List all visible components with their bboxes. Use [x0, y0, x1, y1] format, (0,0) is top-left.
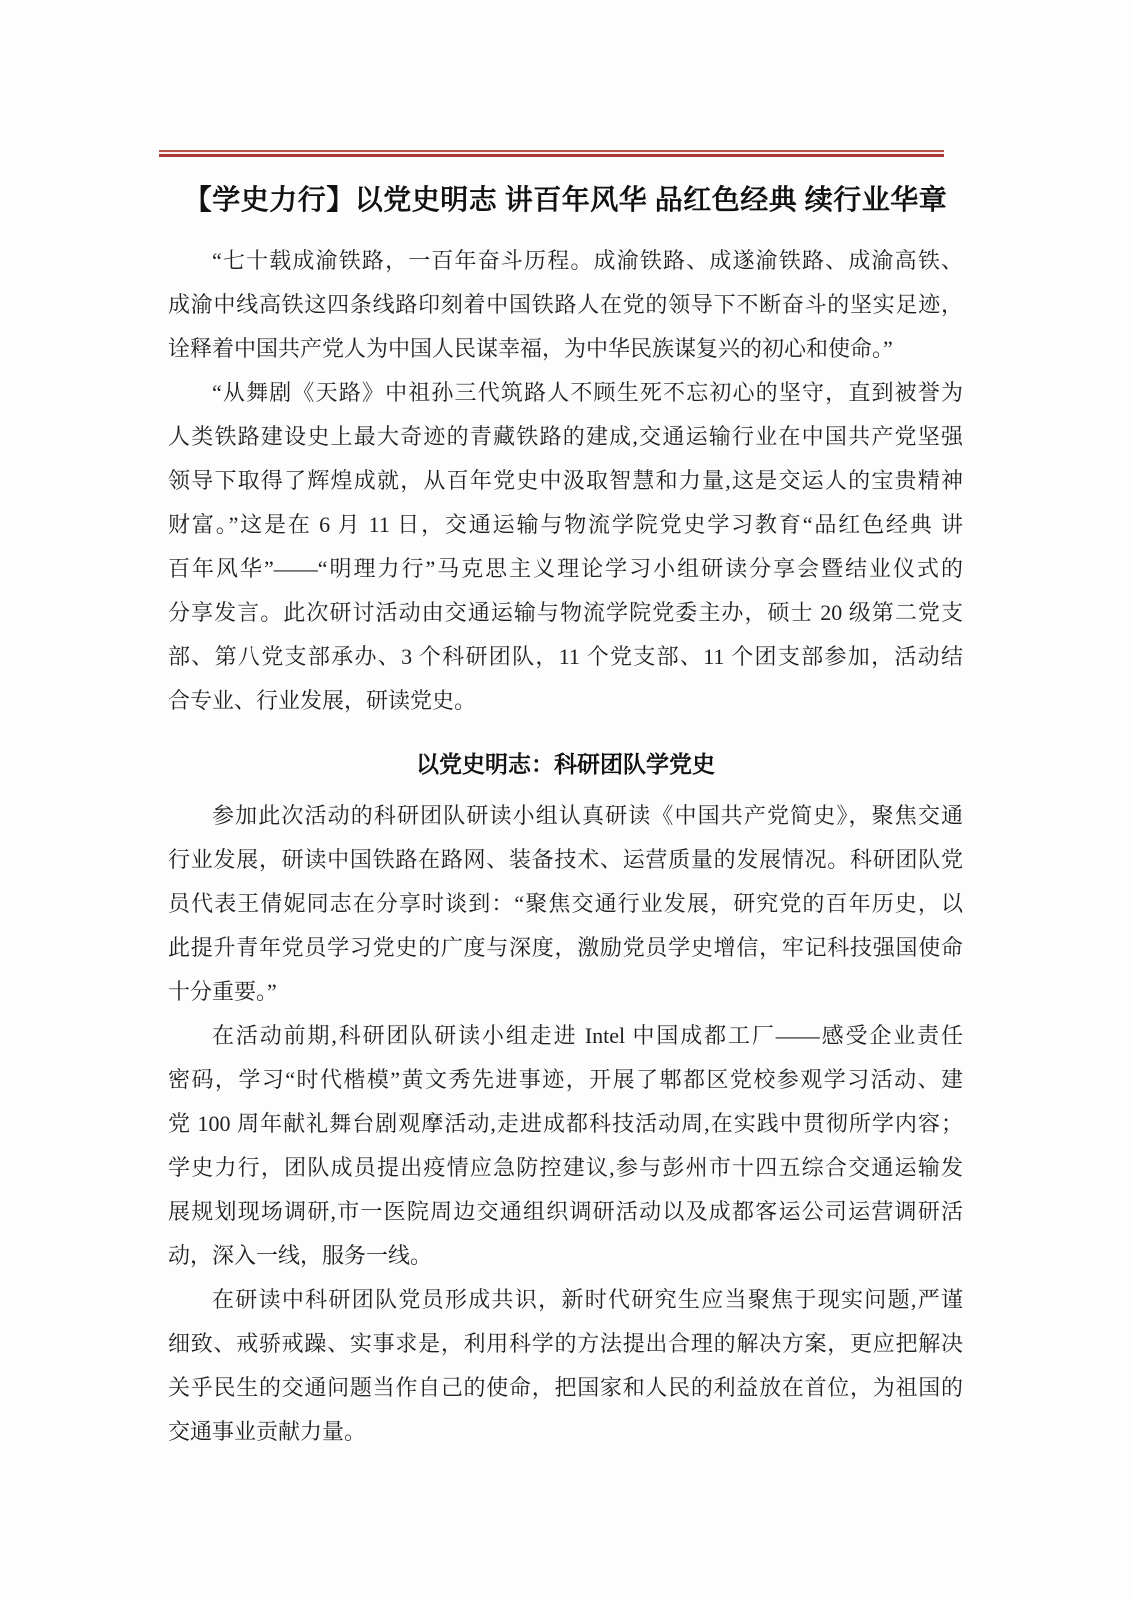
- text-line: 合专业、行业发展，研读党史。: [168, 688, 477, 713]
- text-line: 财富。”这是在 6 月 11 日，交通运输与物流学院党史学习教育“品红色经典 讲: [168, 512, 963, 537]
- paragraph: [168, 1014, 963, 1278]
- text-line: 在研读中科研团队党员形成共识，新时代研究生应当聚焦于现实问题,严谨: [212, 1287, 963, 1312]
- text-line: 诠释着中国共产党人为中国人民谋幸福，为中华民族谋复兴的初心和使命。”: [168, 336, 893, 361]
- text-line: 细致、戒骄戒躁、实事求是，利用科学的方法提出合理的解决方案，更应把解决: [168, 1331, 963, 1356]
- text-line: 行业发展，研读中国铁路在路网、装备技术、运营质量的发展情况。科研团队党: [168, 847, 963, 872]
- text-line: “从舞剧《天路》中祖孙三代筑路人不顾生死不忘初心的坚守，直到被誉为: [212, 380, 963, 405]
- article-body: [168, 239, 963, 1454]
- text-line: 在活动前期,科研团队研读小组走进 Intel 中国成都工厂——感受企业责任: [212, 1023, 963, 1048]
- text-line: 党 100 周年献礼舞台剧观摩活动,走进成都科技活动周,在实践中贯彻所学内容；: [168, 1111, 963, 1136]
- article-title: 【学史力行】以党史明志 讲百年风华 品红色经典 续行业华章: [183, 185, 948, 216]
- paragraph: [168, 1278, 963, 1454]
- red-double-rule: [159, 150, 944, 157]
- paragraph: [168, 239, 963, 371]
- paragraph: [168, 794, 963, 1014]
- text-line: 参加此次活动的科研团队研读小组认真研读《中国共产党简史》，聚焦交通: [212, 803, 963, 828]
- text-line: 分享发言。此次研讨活动由交通运输与物流学院党委主办，硕士 20 级第二党支: [168, 600, 963, 625]
- text-line: 成渝中线高铁这四条线路印刻着中国铁路人在党的领导下不断奋斗的坚实足迹，: [168, 292, 963, 317]
- text-line: 部、第八党支部承办、3 个科研团队，11 个党支部、11 个团支部参加，活动结: [168, 644, 963, 669]
- paragraph: [168, 371, 963, 723]
- text-line: 关乎民生的交通问题当作自己的使命，把国家和人民的利益放在首位，为祖国的: [168, 1375, 963, 1400]
- text-line: 十分重要。”: [168, 979, 277, 1004]
- text-line: 动，深入一线，服务一线。: [168, 1243, 433, 1268]
- text-line: “七十载成渝铁路，一百年奋斗历程。成渝铁路、成遂渝铁路、成渝高铁、: [212, 248, 963, 273]
- text-line: 交通事业贡献力量。: [168, 1419, 367, 1444]
- text-line: 领导下取得了辉煌成就，从百年党史中汲取智慧和力量,这是交运人的宝贵精神: [168, 468, 963, 493]
- red-rule-bottom-line: [159, 154, 944, 157]
- text-line: 百年风华”——“明理力行”马克思主义理论学习小组研读分享会暨结业仪式的: [168, 556, 963, 581]
- text-line: 展规划现场调研,市一医院周边交通组织调研活动以及成都客运公司运营调研活: [168, 1199, 963, 1224]
- text-line: 此提升青年党员学习党史的广度与深度，激励党员学史增信，牢记科技强国使命: [168, 935, 963, 960]
- text-line: 人类铁路建设史上最大奇迹的青藏铁路的建成,交通运输行业在中国共产党坚强: [168, 424, 963, 449]
- text-line: 密码，学习“时代楷模”黄文秀先进事迹，开展了郫都区党校参观学习活动、建: [168, 1067, 963, 1092]
- text-line: 学史力行，团队成员提出疫情应急防控建议,参与彭州市十四五综合交通运输发: [168, 1155, 963, 1180]
- text-line: 员代表王倩妮同志在分享时谈到：“聚焦交通行业发展，研究党的百年历史，以: [168, 891, 963, 916]
- section-heading: 以党史明志：科研团队学党史: [416, 752, 715, 777]
